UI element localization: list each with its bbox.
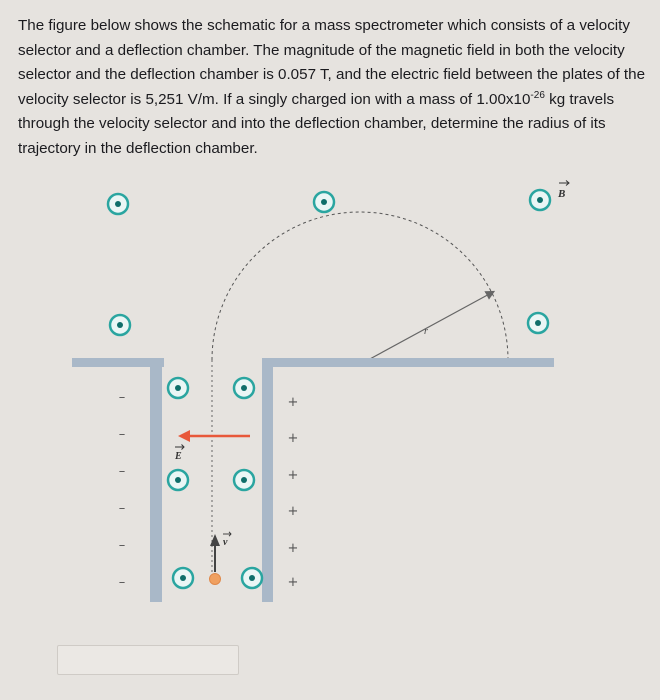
plus-sign: + [287, 575, 299, 590]
field-dot-icon [108, 194, 128, 214]
field-dot-icon [234, 470, 254, 490]
field-dot-icon [110, 315, 130, 335]
answer-input[interactable] [57, 645, 239, 675]
plus-sign: + [287, 468, 299, 483]
svg-text:B: B [558, 188, 566, 200]
positive-plate-symbols [288, 395, 299, 590]
radius-label: r [424, 326, 428, 337]
field-dot-icon [528, 313, 548, 333]
problem-text-main: The figure below shows the schematic for a mass spectrometer which consists of a velocity selector and a deflection chamber. The magnitude of the magnetic field in both the velocity selector and the deflection chamber is 0.057 T, and the electric field between the plates of the velocity selector is 5,251 V/m. If a singly charged ion with a mass of 1.00x10 [18, 17, 646, 108]
minus-sign: – [118, 575, 126, 590]
mass-exponent: -26 [530, 89, 545, 101]
field-dot-icon [234, 378, 254, 398]
electric-field-arrow [178, 430, 250, 442]
minus-sign: – [118, 501, 126, 516]
plus-sign: + [287, 431, 299, 446]
right-plate-horizontal [262, 358, 554, 367]
field-dot-icon [242, 568, 262, 588]
radius-arrow [368, 292, 493, 360]
negative-plate-symbols [119, 390, 126, 590]
plus-sign: + [287, 504, 299, 519]
field-dot-icon [168, 378, 188, 398]
field-dot-icon [314, 192, 334, 212]
plus-sign: + [287, 395, 299, 410]
problem-statement [18, 14, 648, 161]
magnetic-field-dots [108, 190, 550, 588]
right-plate-vertical [262, 358, 273, 602]
ion-particle [210, 574, 221, 585]
ion-trajectory-semicircle [212, 212, 508, 360]
minus-sign: – [118, 390, 126, 405]
magnetic-field-label [557, 181, 569, 201]
problem-text-end: kg travels through the velocity selector and into the deflection chamber, determine the radius of its trajectory in the deflection chamber. [18, 90, 615, 157]
electric-field-label [174, 445, 184, 463]
mass-spectrometer-schematic [0, 170, 660, 610]
plus-sign: + [287, 541, 299, 556]
minus-sign: – [118, 464, 126, 479]
minus-sign: – [118, 427, 126, 442]
field-dot-icon [168, 470, 188, 490]
field-dot-icon [530, 190, 550, 210]
field-dot-icon [173, 568, 193, 588]
left-plate-vertical [150, 358, 162, 602]
velocity-label [223, 532, 231, 548]
svg-text:v: v [223, 537, 228, 548]
svg-text:E: E [175, 451, 182, 462]
minus-sign: – [118, 538, 126, 553]
